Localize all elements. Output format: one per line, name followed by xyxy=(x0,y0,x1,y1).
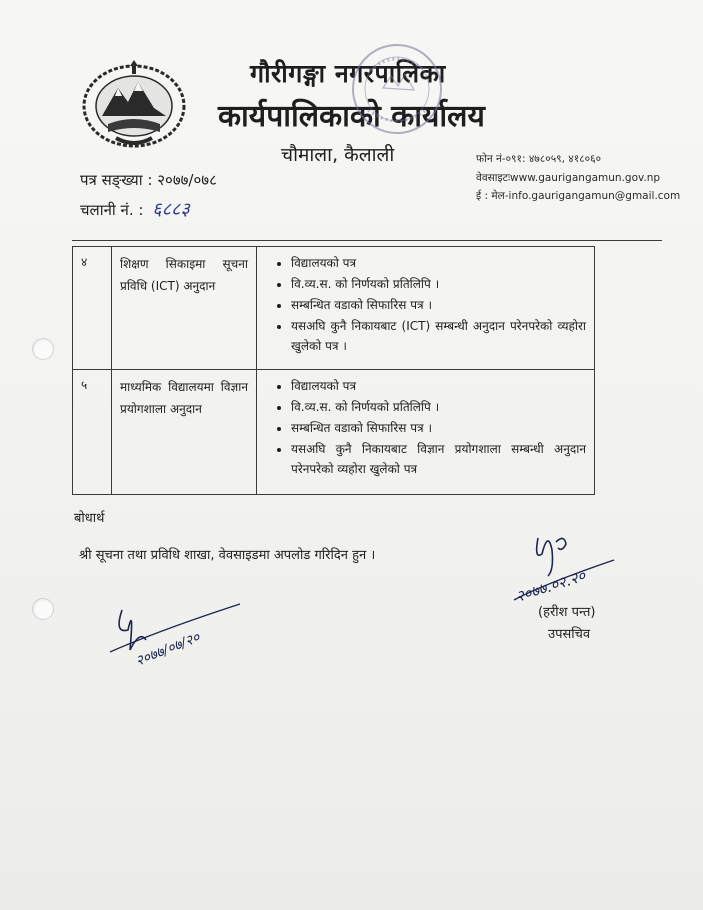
row-documents xyxy=(257,370,595,495)
cc-recipient: श्री सूचना तथा प्रविधि शाखा, वेवसाइडमा अपलोड गरिदिन हुन । xyxy=(79,548,376,563)
row-documents xyxy=(257,247,595,370)
office-address: चौमाला, कैलाली xyxy=(281,144,395,166)
list-item: • विद्यालयको पत्र xyxy=(291,376,586,396)
receiver-signature xyxy=(100,590,250,680)
reference-label: पत्र सङ्ख्या : xyxy=(80,171,153,189)
row-serial: ४ xyxy=(73,247,112,370)
office-seal-stamp xyxy=(348,40,446,138)
cc-heading: बोधार्थ xyxy=(74,511,105,526)
list-item: • यसअघि कुनै निकायबाट विज्ञान प्रयोगशाला सम्बन्धी अनुदान परेनपरेको व्यहोरा खुलेको पत्र xyxy=(291,439,586,479)
signatory-name: (हरीश पन्त) xyxy=(538,605,596,620)
contact-phone: फोन नं-०९१: ४७८०५९, ४१८०६० xyxy=(476,153,602,165)
office-name: कार्यपालिकाको कार्यालय xyxy=(218,99,485,134)
list-item: • सम्बन्धित वडाको सिफारिस पत्र । xyxy=(291,295,586,315)
initials-date: २०७७/०७/२० xyxy=(133,629,203,670)
nepal-emblem-logo xyxy=(80,58,188,150)
dispatch-label: चलानी नं. : xyxy=(80,201,144,219)
list-item: • विद्यालयको पत्र xyxy=(291,253,586,273)
table-row xyxy=(73,247,595,370)
signature-date: २०७७.०२.२० xyxy=(513,566,588,606)
dispatch-value-handwritten: ६८८३ xyxy=(152,199,190,220)
row-title: माध्यमिक विद्यालयमा विज्ञान प्रयोगशाला अनुदान xyxy=(112,370,257,495)
punch-hole xyxy=(32,598,54,620)
table-row xyxy=(73,370,595,495)
punch-hole xyxy=(32,338,54,360)
signatory-title: उपसचिव xyxy=(548,627,591,642)
list-item: • वि.व्य.स. को निर्णयको प्रतिलिपि । xyxy=(291,397,586,417)
list-item: • यसअघि कुनै निकायबाट (ICT) सम्बन्धी अनुदान परेनपरेको व्यहोरा खुलेको पत्र । xyxy=(291,316,586,356)
reference-value: २०७७/०७८ xyxy=(157,171,217,189)
requirements-table xyxy=(72,246,595,495)
list-item: • वि.व्य.स. को निर्णयको प्रतिलिपि । xyxy=(291,274,586,294)
municipality-name: गौरीगङ्गा नगरपालिका xyxy=(250,59,446,88)
header-divider xyxy=(72,240,662,241)
contact-email: ई : मेल-info.gaurigangamun@gmail.com xyxy=(476,190,681,202)
list-item: • सम्बन्धित वडाको सिफारिस पत्र । xyxy=(291,418,586,438)
contact-website: वेवसाइटःwww.gaurigangamun.gov.np xyxy=(476,172,661,184)
reference-number xyxy=(80,170,217,190)
row-serial: ५ xyxy=(73,370,112,495)
dispatch-number xyxy=(80,197,190,221)
row-title: शिक्षण सिकाइमा सूचना प्रविधि (ICT) अनुदान xyxy=(112,247,257,370)
signatory-signature xyxy=(504,520,634,615)
